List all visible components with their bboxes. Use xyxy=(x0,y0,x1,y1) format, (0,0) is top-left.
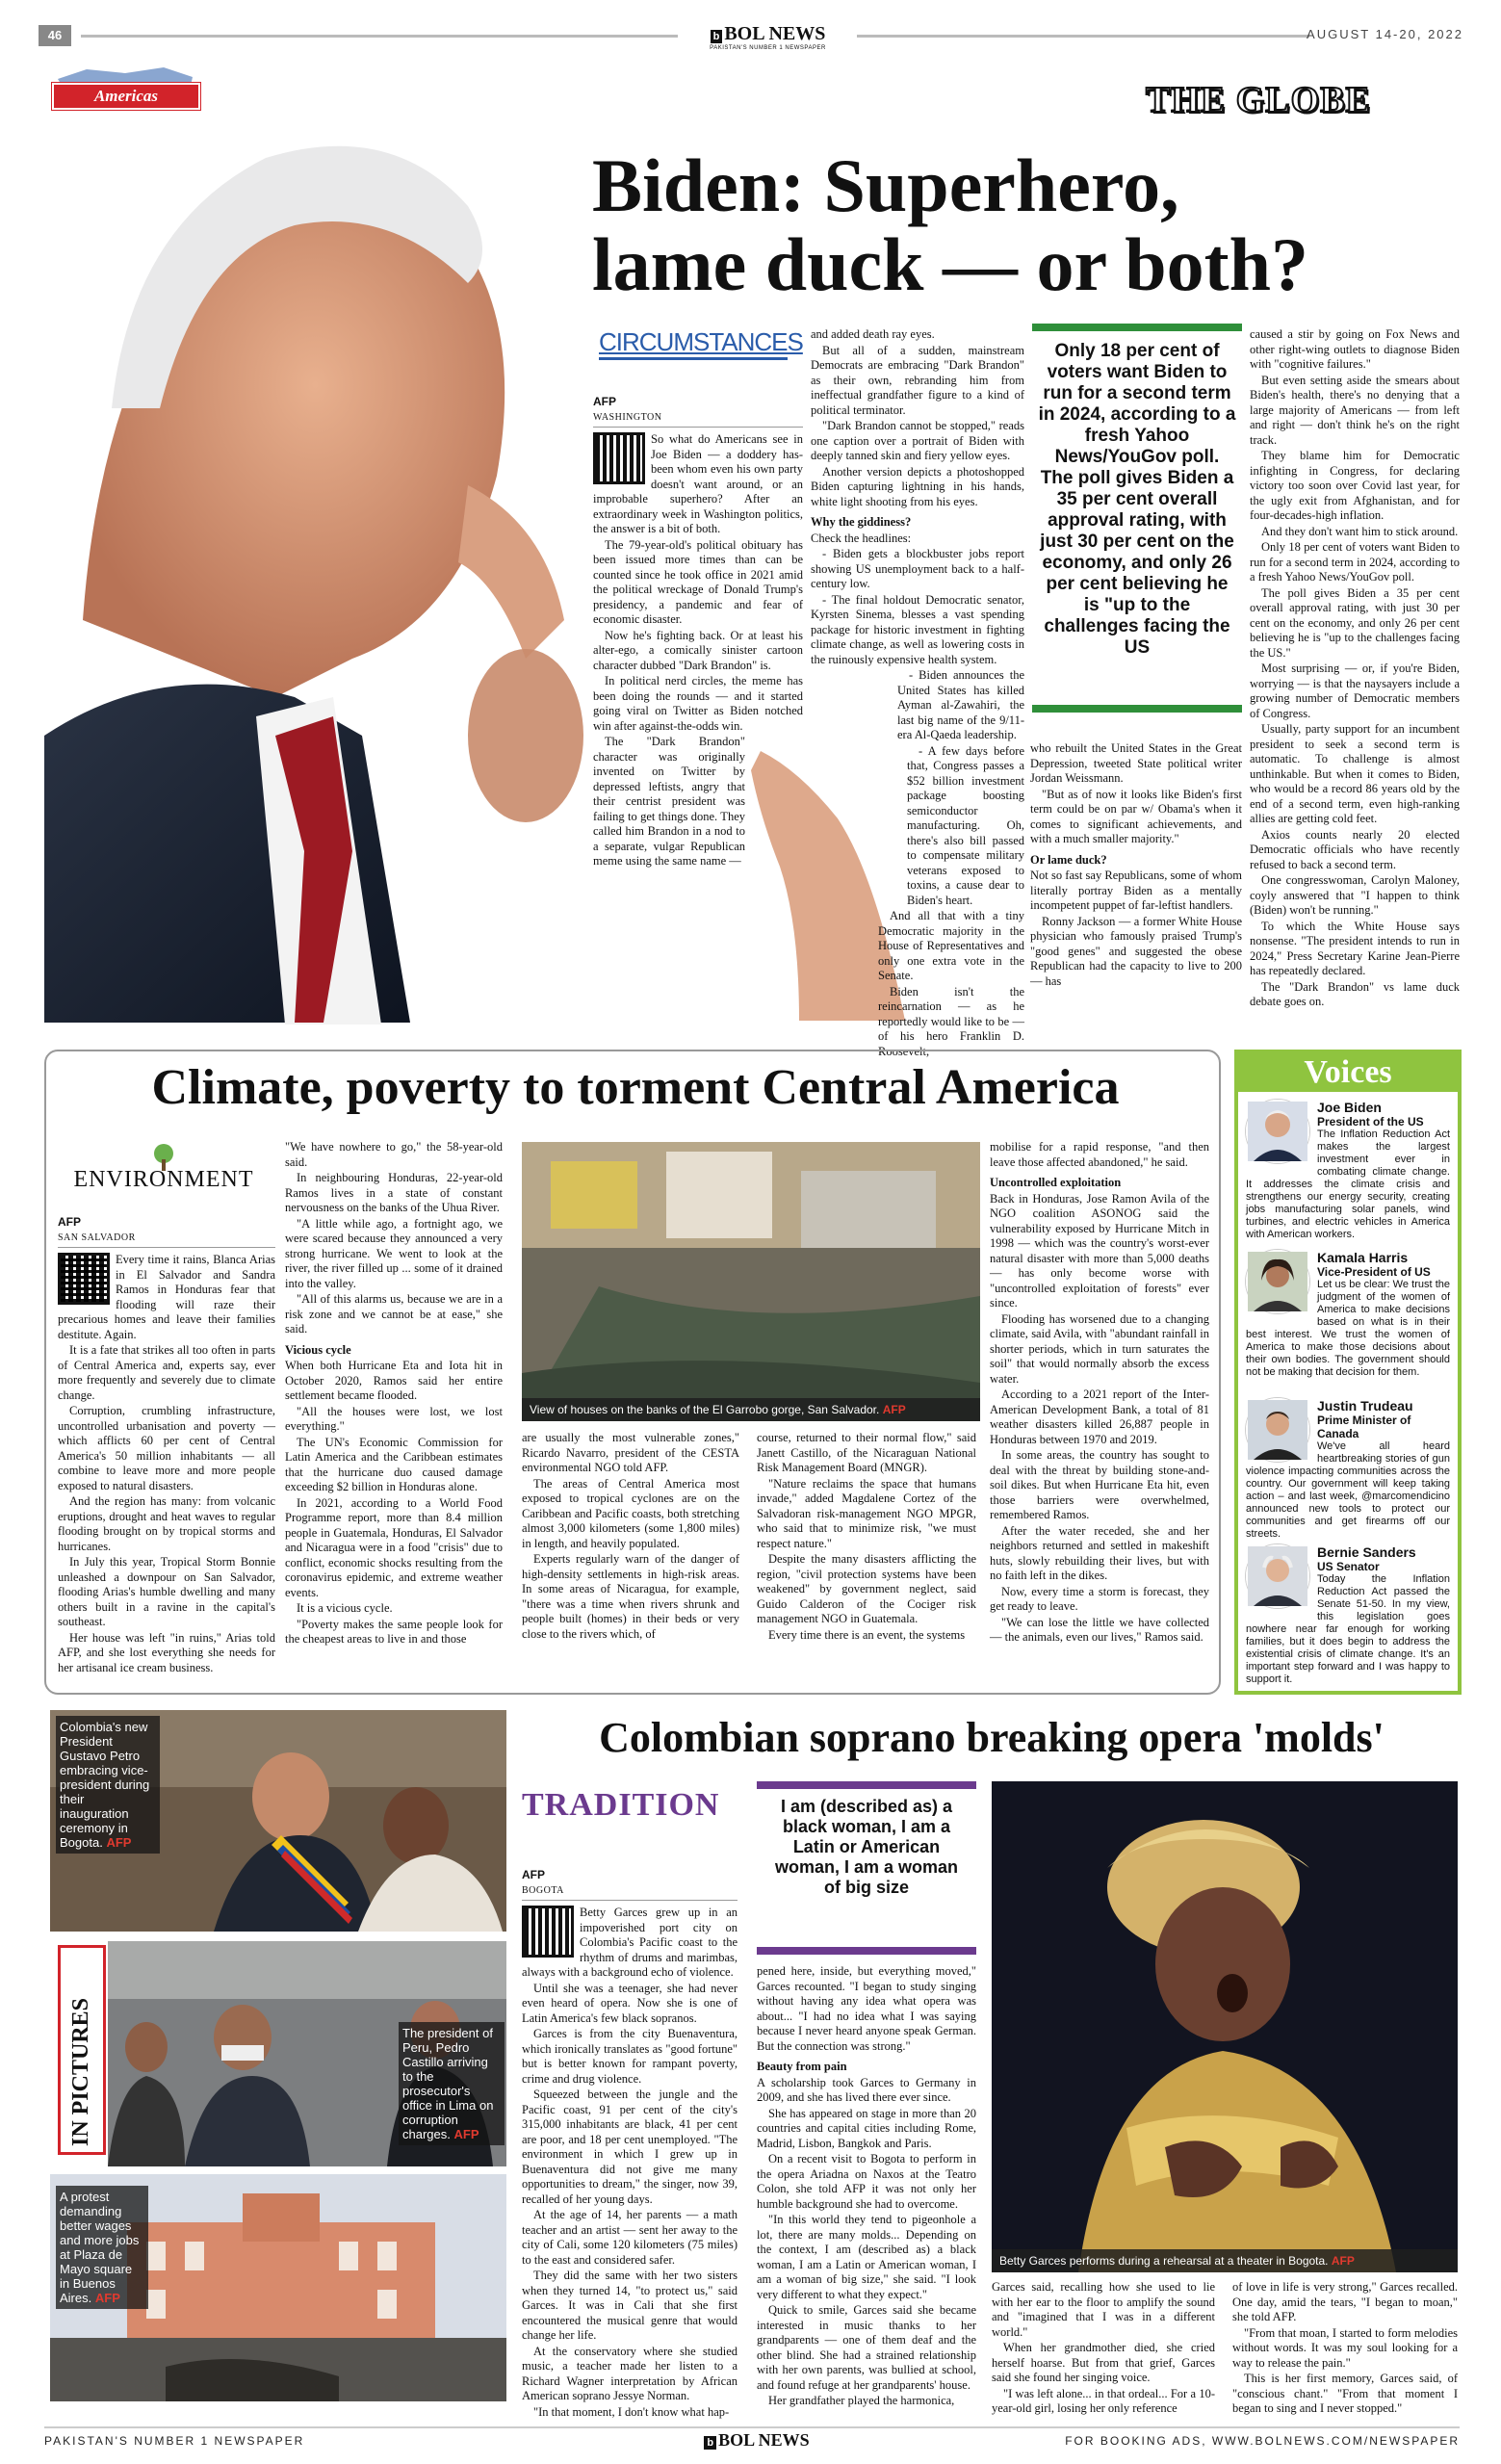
paragraph: In some areas, the country has sought to deal with the threat by building stone-and-soil dikes. But when Hurricane Eta hit, even those barriers were overwhelmed, remembered Ramos. xyxy=(990,1448,1209,1521)
section-title: THE GLOBE xyxy=(1146,80,1371,120)
paragraph: Only 18 per cent of voters want Biden to run for a second term in 2024, according to a fresh Yahoo News/YouGov poll. xyxy=(1250,540,1460,584)
paragraph: "But as of now it looks like Biden's first term could be on par w/ Obama's when it comes to significant achievements, and with a much smaller majority." xyxy=(1030,787,1242,845)
lead-byline: AFP xyxy=(593,395,616,408)
photo-credit: AFP xyxy=(882,1403,906,1416)
paragraph: Back in Honduras, Jose Ramon Avila of the NGO coalition ASONOG said the vulnerability exposed by Hurricane Mitch in 1998 — which was the country's worst-ever natural disaster with more than 5,000 deaths — has only become worse with "uncontrolled exploitation of forests" ever since. xyxy=(990,1191,1209,1310)
subheading: Vicious cycle xyxy=(285,1342,351,1357)
paragraph: Squeezed between the jungle and the Pacific coast, 91 per cent of the city's 315,000 inhabitants are black, 41 per cent are poor, and 18 per cent unemployed. "The environment in which I grew up in Buenaventura did not give me many opportunities to dream," the singer, now 39, recalled of her young days. xyxy=(522,2088,738,2206)
photo-credit: AFP xyxy=(94,2291,120,2305)
in-pictures-text: IN PICTURES xyxy=(68,1997,93,2146)
voice-name: Joe Biden xyxy=(1317,1100,1382,1115)
voice-role: President of the US xyxy=(1317,1115,1424,1128)
paragraph: When both Hurricane Eta and Iota hit in October 2020, Ramos said her entire settlement became flooded. xyxy=(285,1359,503,1402)
paragraph: Every time there is an event, the systems xyxy=(768,1627,966,1642)
paragraph: Another version depicts a photoshopped Biden capturing lightning in his hands, white light shooting from his eyes. xyxy=(811,464,1024,508)
caption-text: View of houses on the banks of the El Garrobo gorge, San Salvador. xyxy=(530,1403,880,1416)
paragraph: The "Dark Brandon" character was originally invented on Twitter by depressed leftists, angry that their centrist president was failing to get things done. They called him Brandon in a nod to a separate, vulgar Republican meme using the same name — xyxy=(593,735,745,868)
photo-credit: AFP xyxy=(106,1835,132,1850)
subheading: Or lame duck? xyxy=(1030,852,1107,867)
opera-column-1 xyxy=(522,1868,738,2446)
climate-kicker xyxy=(67,1142,260,1196)
paragraph: "All of this alarms us, because we are in a risk zone and we cannot be at ease," she said. xyxy=(285,1292,503,1336)
page-number: 46 xyxy=(39,25,71,46)
lead-headline xyxy=(592,143,1459,306)
footer-logo xyxy=(680,2430,834,2451)
paragraph: In 2021, according to a World Food Programme report, more than 8.4 million people in Guatemala, Honduras, El Salvador and Nicaragua were in a food "crisis" due to conflict, economic shocks resulting from the coronavirus epidemic, and extreme weather events. xyxy=(285,1495,503,1599)
paragraph: But all of a sudden, mainstream Democrats are embracing "Dark Brandon" as their own, rebranding him from ineffectual grandfather figure to a kind of political terminator. xyxy=(811,343,1024,417)
paragraph: Flooding has worsened due to a changing climate, said Avila, with "abundant rainfall in shorter periods, which in turn saturates the soil" that would normally absorb the excess water. xyxy=(990,1311,1209,1386)
subheading: Why the giddiness? xyxy=(811,515,912,529)
opera-photo-caption xyxy=(992,2249,1458,2272)
paragraph: Garces is from the city Buenaventura, which ironically translates as "good fortune" but is better known for rampant poverty, crime and drug violence. xyxy=(522,2027,738,2086)
paragraph: The 79-year-old's political obituary has been issued more times than can be counted since he took office in 2021 amid the political wreckage of Donald Trump's presidency, a pandemic and fear of economic disaster. xyxy=(593,537,803,626)
paragraph: The "Dark Brandon" vs lame duck debate goes on. xyxy=(1250,979,1460,1008)
paragraph: At the conservatory where she studied music, a teacher made her listen to a Richard Wagner interpretation by African American soprano Jessye Norman. xyxy=(522,2344,738,2402)
paragraph: Now, every time a storm is forecast, they get ready to leave. xyxy=(990,1584,1209,1613)
voice-name: Bernie Sanders xyxy=(1317,1544,1416,1560)
paragraph: It is a fate that strikes all too often in parts of Central America and, experts say, ever more frequently and severely due to climate change. xyxy=(58,1343,275,1402)
paragraph: "Poverty makes the same people look for the cheapest areas to live in and those xyxy=(285,1617,503,1646)
caption-text: The president of Peru, Pedro Castillo arriving to the prosecutor's office in Lima on corruption charges. xyxy=(402,2026,494,2141)
paragraph: course, returned to their normal flow," said Janett Castillo, of the Nicaraguan National Risk Management Board (MNGR). xyxy=(757,1431,976,1474)
lead-dateline: WASHINGTON xyxy=(593,410,803,428)
climate-column-5 xyxy=(990,1140,1209,1662)
paragraph: Her grandfather played the harmonica, xyxy=(768,2394,955,2407)
paragraph: And the region has many: from volcanic eruptions, drought and heat waves to regular flooding brought on by tropical storms and hurricanes. xyxy=(58,1494,275,1553)
avatar xyxy=(1246,1250,1309,1313)
paragraph: In political nerd circles, the meme has been doing the rounds — and it started going viral on Twitter as Biden notched win after against-the-odds win. xyxy=(593,674,803,733)
opera-column-4 xyxy=(1232,2280,1458,2434)
opera-byline: AFP xyxy=(522,1868,545,1881)
opera-photo xyxy=(992,1781,1458,2272)
paragraph: A scholarship took Garces to Germany in 2009, and she has lived there ever since. xyxy=(757,2075,976,2104)
paragraph: of love in life is very strong," Garces recalled. One day, amid the tears, "I began to moan," she told AFP. xyxy=(1232,2280,1458,2323)
climate-kicker-text: ENVIRONMENT xyxy=(73,1167,254,1192)
paragraph: According to a 2021 report of the Inter-American Development Bank, a total of 81 weather disasters killed 26,887 people in Honduras between 1970 and 2019. xyxy=(990,1388,1209,1446)
climate-photo xyxy=(522,1142,980,1421)
paragraph: "From that moan, I started to form melodies without words. It was my soul looking for a way to release the pain." xyxy=(1232,2325,1458,2370)
paragraph: Corruption, crumbling infrastructure, uncontrolled urbanisation and poverty — which afflicts 60 per cent of Central America's 50 million inhabitants — all combine to leave more and more people exposed to natural disasters. xyxy=(58,1404,275,1492)
opera-kicker xyxy=(522,1787,747,1831)
avatar xyxy=(1246,1544,1309,1608)
paragraph: One congresswoman, Carolyn Maloney, coyly answered that "I happen to think (Biden) won't be running." xyxy=(1250,873,1460,917)
biden-photo xyxy=(44,119,583,1023)
lead-column-2 xyxy=(811,327,1024,1058)
paragraph: "In this world they tend to pigeonhole a lot, there are many molds... Depending on the context, I am (described as) a black woman, I am a Latin or American woman, I am a woman of big size," she said. "I look very different to what they expect." xyxy=(757,2213,976,2301)
paragraph: Her house was left "in ruins," Arias told AFP, and she lost everything she needs for her artisanal ice cream business. xyxy=(58,1630,275,1674)
paragraph: Usually, party support for an incumbent president to seek a second term is automatic. To challenge is almost unthinkable. But when it comes to Biden, who would be a record 86 years old by the end of a second term, even high-ranking allies are getting cold feet. xyxy=(1250,722,1460,825)
paragraph: - A few days before that, Congress passes a $52 billion investment package boosting semiconductor manufacturing. Oh, there's also bill passed to compensate military veterans exposed to toxins, a cause dear to Biden's heart. xyxy=(907,743,1024,907)
paragraph: - Biden gets a blockbuster jobs report showing US unemployment back to a half-century low. xyxy=(811,547,1024,590)
paragraph: Despite the many disasters afflicting the region, "civil protection systems have been weakened" by government neglect, said Guido Calderon of the Cociger risk management NGO in Guatemala. xyxy=(757,1552,976,1625)
page-footer xyxy=(44,2426,1460,2453)
paragraph: And they don't want him to stick around. xyxy=(1261,524,1459,538)
lead-pull-quote: Only 18 per cent of voters want Biden to run for a second term in 2024, according to a fresh Yahoo News/YouGov poll. The poll gives Biden a 35 per cent overall approval rating, with just 30 per cent on the economy, and only 26 per cent believing he is "up to the challenges facing the US xyxy=(1032,324,1242,713)
issue-date: AUGUST 14-20, 2022 xyxy=(1307,27,1463,41)
voice-quote: We've all heard heartbreaking stories of gun violence impacting communities across the country. Our government will keep taking action – and last week, @marcomendicino announced new tools to protect our communities and get firearms off our streets. xyxy=(1246,1440,1450,1540)
lead-column-3 xyxy=(1030,741,1242,1023)
paragraph: Betty Garces grew up in an impoverished port city on Colombia's Pacific coast to the rhythm of drums and marimbas, always with a background echo of violence. xyxy=(522,1906,738,1979)
paragraph: Most surprising — or, if you're Biden, worrying — is that the naysayers include a growing number of Democratic members of Congress. xyxy=(1250,661,1460,720)
picture-protest xyxy=(50,2174,506,2401)
paragraph: In neighbouring Honduras, 22-year-old Ramos lives in a state of constant nervousness on the banks of the Uhua River. xyxy=(285,1171,503,1214)
climate-column-1 xyxy=(58,1215,275,1674)
opera-dateline: BOGOTA xyxy=(522,1883,738,1902)
subheading: Uncontrolled exploitation xyxy=(990,1176,1122,1189)
opera-pull-quote: I am (described as) a black woman, I am a Latin or American woman, I am a woman of big size xyxy=(757,1781,976,1955)
lead-kicker-text: CIRCUMSTANCES xyxy=(599,327,788,360)
voice-name: Justin Trudeau xyxy=(1317,1398,1413,1414)
caption-text: A protest demanding better wages and more jobs at Plaza de Mayo square in Buenos Aires. xyxy=(60,2190,140,2305)
paragraph: She has appeared on stage in more than 20 countries and capital cities including Rome, Madrid, Lisbon, Bangkok and Paris. xyxy=(757,2106,976,2150)
paragraph: Now he's fighting back. Or at least his alter-ego, a comically sinister cartoon character dubbed "Dark Brandon" is. xyxy=(593,628,803,672)
lead-headline-line2: lame duck — or both? xyxy=(592,222,1308,306)
paragraph: and added death ray eyes. xyxy=(811,327,935,341)
voice-role: US Senator xyxy=(1317,1560,1380,1573)
paragraph: It is a vicious cycle. xyxy=(297,1601,393,1615)
voice-item xyxy=(1246,1398,1450,1539)
lead-headline-line1: Biden: Superhero, xyxy=(592,143,1179,227)
voice-item xyxy=(1246,1100,1450,1244)
footer-tagline: PAKISTAN'S NUMBER 1 NEWSPAPER xyxy=(44,2434,305,2448)
voices-panel xyxy=(1234,1050,1462,1695)
bol-mark-icon: b xyxy=(711,30,723,43)
paragraph: - Biden announces the United States has killed Ayman al-Zawahiri, the last big name of the 9/11-era Al-Qaeda leadership. xyxy=(897,668,1024,741)
climate-column-3 xyxy=(522,1431,739,1662)
paragraph: The UN's Economic Commission for Latin America and the Caribbean estimates that the hurricane duo caused damage exceeding $2 billion in Honduras alone. xyxy=(285,1435,503,1493)
footer-booking[interactable]: FOR BOOKING ADS, WWW.BOLNEWS.COM/NEWSPAPER xyxy=(1065,2434,1460,2448)
paragraph: But even setting aside the smears about Biden's health, there's no denying that a large majority of Americans — from left and right — don't think he's on the right track. xyxy=(1250,373,1460,447)
picture-caption xyxy=(56,1716,160,1854)
photo-credit: AFP xyxy=(453,2127,479,2141)
paragraph: Check the headlines: xyxy=(811,531,912,545)
subheading: Beauty from pain xyxy=(757,2060,847,2073)
paragraph: "Dark Brandon cannot be stopped," reads one caption over a portrait of Biden with deeply tanned skin and fiery yellow eyes. xyxy=(811,419,1024,462)
voice-quote: The Inflation Reduction Act makes the largest investment ever in combating climate change. It addresses the climate crisis and strengthens our energy security, creating jobs manufacturing solar panels, wind turbines, and electric vehicles in America with American workers. xyxy=(1246,1128,1450,1240)
section-badge xyxy=(48,65,202,116)
climate-byline: AFP xyxy=(58,1215,81,1229)
voices-title: Voices xyxy=(1238,1053,1458,1092)
opera-kicker-text: TRADITION xyxy=(522,1787,720,1823)
picture-caption xyxy=(56,2186,148,2309)
paragraph: Experts regularly warn of the danger of high-density settlements in high-risk areas. In some areas of Nicaragua, for example, "there was a time when rivers shrunk and people built (homes) in their beds or very close to the rivers which, of xyxy=(522,1552,739,1641)
header-rule-right xyxy=(857,35,1309,38)
voice-item xyxy=(1246,1544,1450,1691)
paragraph: who rebuilt the United States in the Great Depression, tweeted State political writer Jordan Weissmann. xyxy=(1030,741,1242,785)
paragraph: caused a stir by going on Fox News and other right-wing outlets to diagnose Biden with "cognitive failures." xyxy=(1250,327,1460,371)
soprano-performing-icon xyxy=(992,1781,1458,2272)
brand-logo xyxy=(684,23,852,51)
picture-petro xyxy=(50,1710,506,1932)
paragraph: And all that with a tiny Democratic majority in the House of Representatives and only one extra vote in the Senate. xyxy=(878,909,1024,982)
paragraph: Quick to smile, Garces said she became interested in music thanks to her grandparents — one of them deaf and the other blind. She had a strained relationship with her own parents, was bullied at school, and found refuge at her grandparents' house. xyxy=(757,2303,976,2392)
voice-item xyxy=(1246,1250,1450,1392)
biden-portrait-icon xyxy=(44,119,583,1023)
footer-brand: BOL NEWS xyxy=(718,2430,810,2450)
climate-column-4 xyxy=(757,1431,976,1662)
voice-quote: Let us be clear: We trust the judgment of the women of America to make decisions based on what is in their best interest. We trust the women of America to make those decisions about their own bodies. The government should not be making that decision for them. xyxy=(1246,1279,1450,1378)
qr-code-icon xyxy=(58,1253,110,1305)
paragraph: Garces said, recalling how she used to lie with her ear to the floor to amplify the sound and "imagined that I was in a different world." xyxy=(992,2280,1215,2339)
lead-column-4 xyxy=(1250,327,1460,1023)
paragraph: Axios counts nearly 20 elected Democratic officials who have recently refused to back a second term. xyxy=(1250,827,1460,871)
bol-mark-icon: b xyxy=(704,2436,716,2450)
gorge-houses-icon xyxy=(522,1142,980,1421)
qr-code-icon xyxy=(593,432,645,484)
paragraph: pened here, inside, but everything moved," Garces recounted. "I began to study singing without having any idea what opera was about... "I had no idea what I was saying because I never heard anyone speak German. But the connection was strong." xyxy=(757,1964,976,2053)
paragraph: "We can lose the little we have collected — the animals, even our lives," Ramos said. xyxy=(990,1615,1209,1644)
lead-kicker xyxy=(599,327,803,370)
paragraph: Every time it rains, Blanca Arias in El Salvador and Sandra Ramos in Honduras fear that flooding will raze their precarious homes and leave their families destitute. Again. xyxy=(58,1253,275,1341)
paragraph: "Nature reclaims the space that humans invade," added Magdalene Cortez of the Salvadoran risk-management NGO MPGR, who said that to minimize risk, "we must respect nature." xyxy=(757,1476,976,1550)
paragraph: After the water receded, she and her neighbors returned and settled in makeshift huts, slowly rebuilding their lives, but with no faith left in the dikes. xyxy=(990,1523,1209,1582)
picture-castillo xyxy=(108,1941,506,2166)
picture-caption xyxy=(399,2022,505,2145)
paragraph: This is her first memory, Garces said, of "conscious chant." "From that moment I began to sing and I never stopped." xyxy=(1232,2372,1458,2415)
paragraph: mobilise for a rapid response, "and then leave those affected abandoned," he said. xyxy=(990,1140,1209,1169)
opera-headline: Colombian soprano breaking opera 'molds' xyxy=(599,1714,1385,1761)
paragraph: Ronny Jackson — a former White House physician who famously praised Trump's "good genes" and suggested the obese Republican had the capacity to live to 200 — has xyxy=(1030,914,1242,988)
header-rule-left xyxy=(81,35,678,38)
climate-photo-caption xyxy=(522,1398,980,1421)
opera-column-2 xyxy=(757,1964,976,2446)
paragraph: To which the White House says nonsense. "The president intends to run in 2024," Press Secretary Karine Jean-Pierre has repeatedly declared. xyxy=(1250,919,1460,977)
paragraph: "In that moment, I don't know what hap- xyxy=(533,2404,730,2419)
paragraph: Not so fast say Republicans, some of whom literally portray Biden as a mentally incompetent puppet of far-leftist handlers. xyxy=(1030,869,1242,912)
paragraph: The areas of Central America most exposed to tropical cyclones are on the Caribbean and Pacific coasts, both stretching almost 3,000 kilometers (some 1,800 miles) in length, and heavily populated. xyxy=(522,1476,739,1550)
paragraph: Until she was a teenager, she had never even heard of opera. Now she is one of Latin America's few black sopranos. xyxy=(522,1981,738,2025)
paragraph: On a recent visit to Bogota to perform in the opera Ariadna on Naxos at the Teatro Colon, she told AFP it was not only her humble background she had to overcome. xyxy=(757,2152,976,2211)
paragraph: In July this year, Tropical Storm Bonnie unleashed a downpour on San Salvador, flooding Arias's humble dwelling and many others built in a ravine in the capital's southeast. xyxy=(58,1555,275,1628)
paragraph: "I was left alone... in that ordeal... For a 10-year-old girl, losing her only reference xyxy=(992,2386,1215,2415)
climate-headline: Climate, poverty to torment Central America xyxy=(151,1060,1120,1115)
paragraph: "A little while ago, a fortnight ago, we were scared because they announced a very strong hurricane. We went to look at the river, the river filled up ... some of it drained into the valley. xyxy=(285,1216,503,1290)
voice-role: Prime Minister of Canada xyxy=(1317,1414,1411,1440)
brand-tagline: PAKISTAN'S NUMBER 1 NEWSPAPER xyxy=(710,45,826,51)
climate-dateline: SAN SALVADOR xyxy=(58,1231,275,1249)
voice-role: Vice-President of US xyxy=(1317,1265,1431,1279)
section-badge-label: Americas xyxy=(52,83,200,110)
paragraph: Biden isn't the reincarnation — as he reportedly would like to be — of his hero Franklin D. Roosevelt, xyxy=(878,984,1024,1058)
paragraph: - The final holdout Democratic senator, Kyrsten Sinema, blesses a vast spending package for historic investment in fighting climate change, as well as lowering costs in the ruinously expensive health system. xyxy=(811,592,1024,666)
voice-quote: Today the Inflation Reduction Act passed the Senate 51-50. In my view, this legislation goes nowhere near far enough for working families, but it does begin to address the existential crisis of climate change. It's an important step forward and I was happy to support it. xyxy=(1246,1573,1450,1685)
paragraph: "We have nowhere to go," the 58-year-old said. xyxy=(285,1140,503,1169)
avatar xyxy=(1246,1100,1309,1163)
paragraph: They blame him for Democratic infighting in Congress, for declaring victory too soon over Covid last year, for the ugly exit from Afghanistan, and for four-decades-high inflation. xyxy=(1250,449,1460,522)
paragraph: "All the houses were lost, we lost everything." xyxy=(285,1404,503,1433)
in-pictures-label xyxy=(58,1945,106,2155)
paragraph: At the age of 14, her parents — a math teacher and an artist — sent her away to the city of Cali, some 120 kilometers (75 miles) to the east and considered safer. xyxy=(522,2208,738,2267)
qr-code-icon xyxy=(522,1906,574,1958)
caption-text: Colombia's new President Gustavo Petro embracing vice-president during their inauguration ceremony in Bogota. xyxy=(60,1720,150,1850)
paragraph: are usually the most vulnerable zones," Ricardo Navarro, president of the CESTA environmental NGO told AFP. xyxy=(522,1431,739,1474)
opera-column-3 xyxy=(992,2280,1215,2434)
climate-column-2 xyxy=(285,1140,503,1660)
caption-text: Betty Garces performs during a rehearsal at a theater in Bogota. xyxy=(999,2254,1329,2268)
voice-name: Kamala Harris xyxy=(1317,1250,1409,1265)
brand-name: BOL NEWS xyxy=(724,23,826,44)
avatar xyxy=(1246,1398,1309,1462)
photo-credit: AFP xyxy=(1331,2254,1355,2268)
page-header xyxy=(39,25,1463,52)
paragraph: When her grandmother died, she cried herself hoarse. But from that grief, Garces said she found her singing voice. xyxy=(992,2341,1215,2384)
paragraph: The poll gives Biden a 35 per cent overall approval rating, with just 30 per cent on the economy, and only 26 per cent believing he is "up to the challenges facing the US." xyxy=(1250,585,1460,660)
paragraph: So what do Americans see in Joe Biden — a doddery has-been whom even his own party doesn't want around, or an improbable superhero? After an extraordinary week in Washington politics, the answer is a bit of both. xyxy=(593,432,803,535)
paragraph: They did the same with her two sisters when they turned 14, "to protect us," said Garces. It was in Cali that she first encountered the musical genre that would change her life. xyxy=(522,2269,738,2342)
